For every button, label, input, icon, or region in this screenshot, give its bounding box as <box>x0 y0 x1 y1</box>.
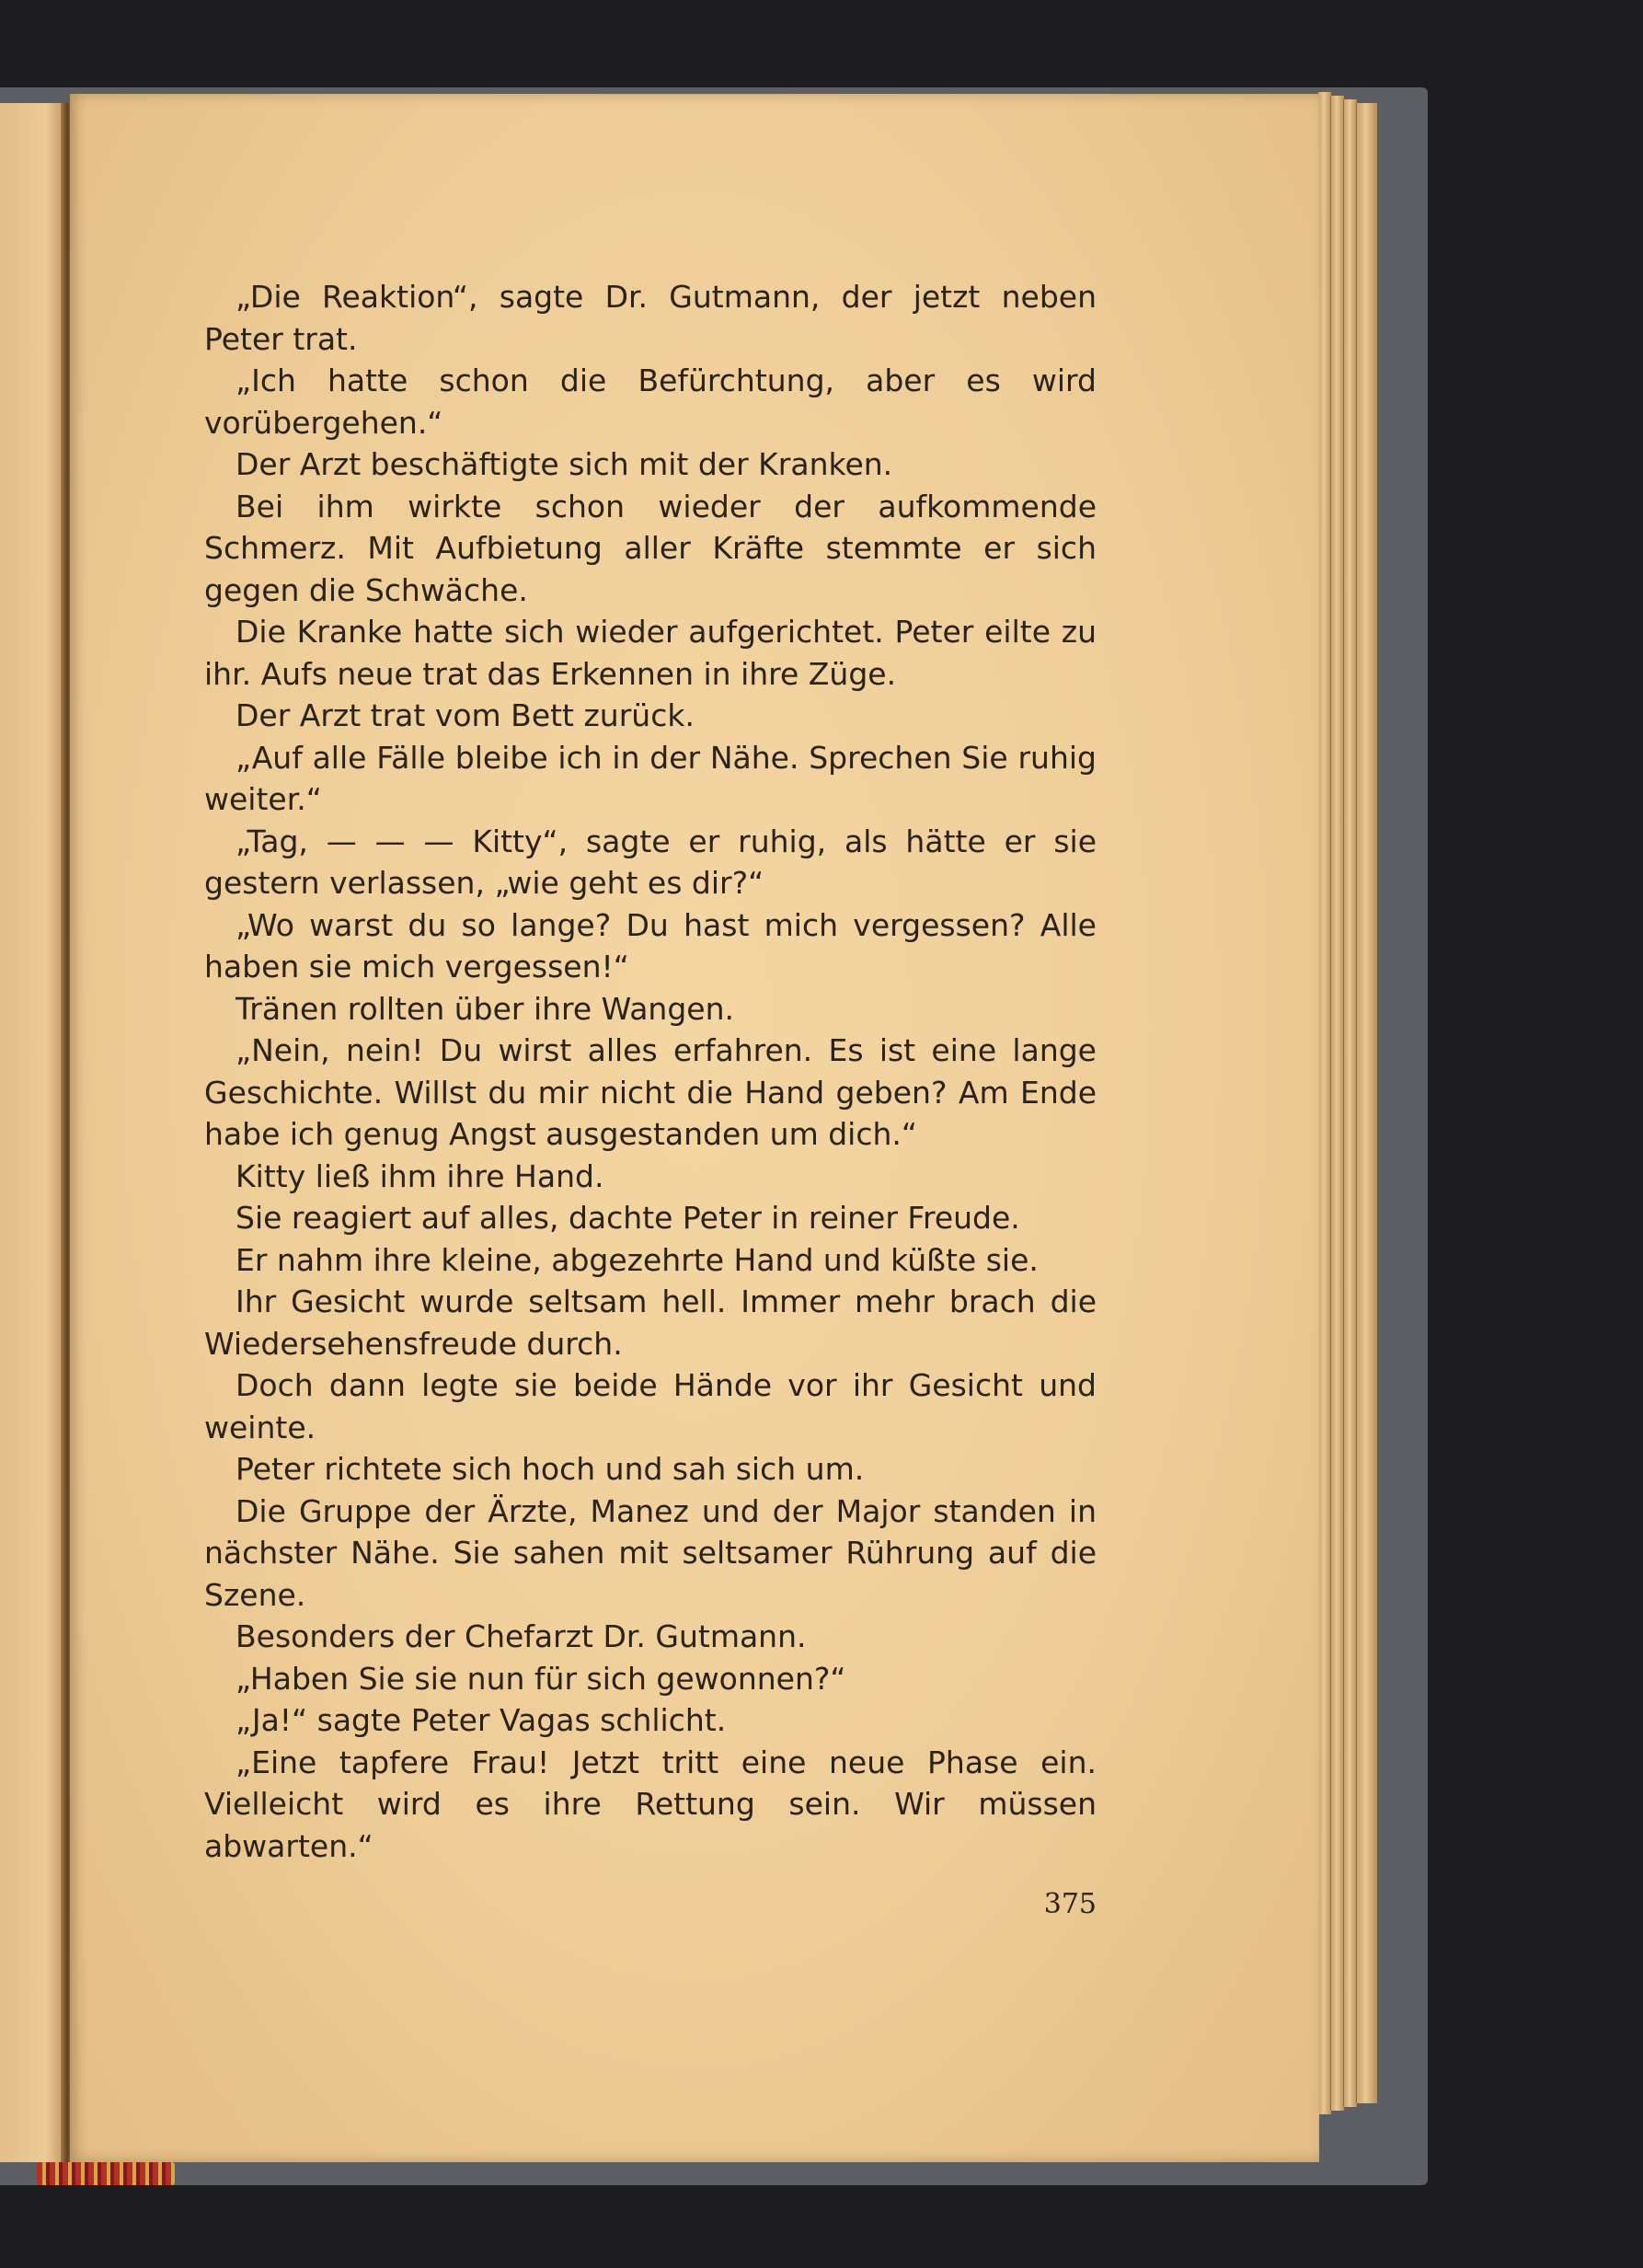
paragraph: „Nein, nein! Du wirst alles erfahren. Es ist eine lange Geschichte. Willst du mir nicht die Hand geben? Am Ende habe ich genug Angst ausgestanden um dich.“ <box>204 1032 1097 1152</box>
facing-page-sliver <box>0 103 64 2162</box>
paragraph: Kitty ließ ihm ihre Hand. <box>236 1157 604 1194</box>
paragraph: Besonders der Chefarzt Dr. Gutmann. <box>236 1618 807 1654</box>
paragraph: Tränen rollten über ihre Wangen. <box>236 990 734 1027</box>
paragraph: Peter richtete sich hoch und sah sich um. <box>236 1451 865 1487</box>
paragraph: Die Kranke hatte sich wieder aufgerichtet. Peter eilte zu ihr. Aufs neue trat das Erkennen in ihre Züge. <box>204 614 1097 692</box>
page-number: 375 <box>1043 1888 1097 1920</box>
paragraph: „Tag, — — — Kitty“, sagte er ruhig, als hätte er sie gestern verlassen, „wie geht es dir?“ <box>204 823 1097 901</box>
paragraph: Der Arzt trat vom Bett zurück. <box>236 697 695 733</box>
paragraph: Bei ihm wirkte schon wieder der aufkommende Schmerz. Mit Aufbietung aller Kräfte stemmte er sich gegen die Schwäche. <box>204 488 1097 608</box>
paragraph: Die Gruppe der Ärzte, Manez und der Major standen in nächster Nähe. Sie sahen mit seltsamer Rührung auf die Szene. <box>204 1492 1097 1613</box>
paragraph: Sie reagiert auf alles, dachte Peter in reiner Freude. <box>236 1200 1020 1236</box>
page-edge <box>1343 99 1357 2107</box>
paragraph: „Ich hatte schon die Befürchtung, aber es wird vorübergehen.“ <box>204 363 1097 441</box>
paragraph: „Wo warst du so lange? Du hast mich vergessen? Alle haben sie mich vergessen!“ <box>204 906 1097 984</box>
paragraph: Doch dann legte sie beide Hände vor ihr Gesicht und weinte. <box>204 1367 1097 1445</box>
page-text <box>204 276 1097 1867</box>
paragraph: Ihr Gesicht wurde seltsam hell. Immer mehr brach die Wiedersehensfreude durch. <box>204 1284 1097 1362</box>
paragraph: „Auf alle Fälle bleibe ich in der Nähe. Sprechen Sie ruhig weiter.“ <box>204 739 1097 817</box>
paragraph: „Die Reaktion“, sagte Dr. Gutmann, der jetzt neben Peter trat. <box>204 279 1097 357</box>
page-edge <box>1356 103 1377 2103</box>
book-headband <box>37 2162 175 2185</box>
paragraph: Er nahm ihre kleine, abgezehrte Hand und küßte sie. <box>236 1241 1039 1278</box>
page-edge <box>1317 92 1331 2114</box>
page-edge <box>1330 96 1344 2111</box>
paragraph: „Haben Sie sie nun für sich gewonnen?“ <box>236 1660 846 1697</box>
paragraph: Der Arzt beschäftigte sich mit der Kranken. <box>236 446 893 482</box>
paragraph: „Eine tapfere Frau! Jetzt tritt eine neue Phase ein. Vielleicht wird es ihre Rettung sein. Wir müssen abwarten.“ <box>204 1744 1097 1864</box>
paragraph: „Ja!“ sagte Peter Vagas schlicht. <box>236 1702 727 1738</box>
